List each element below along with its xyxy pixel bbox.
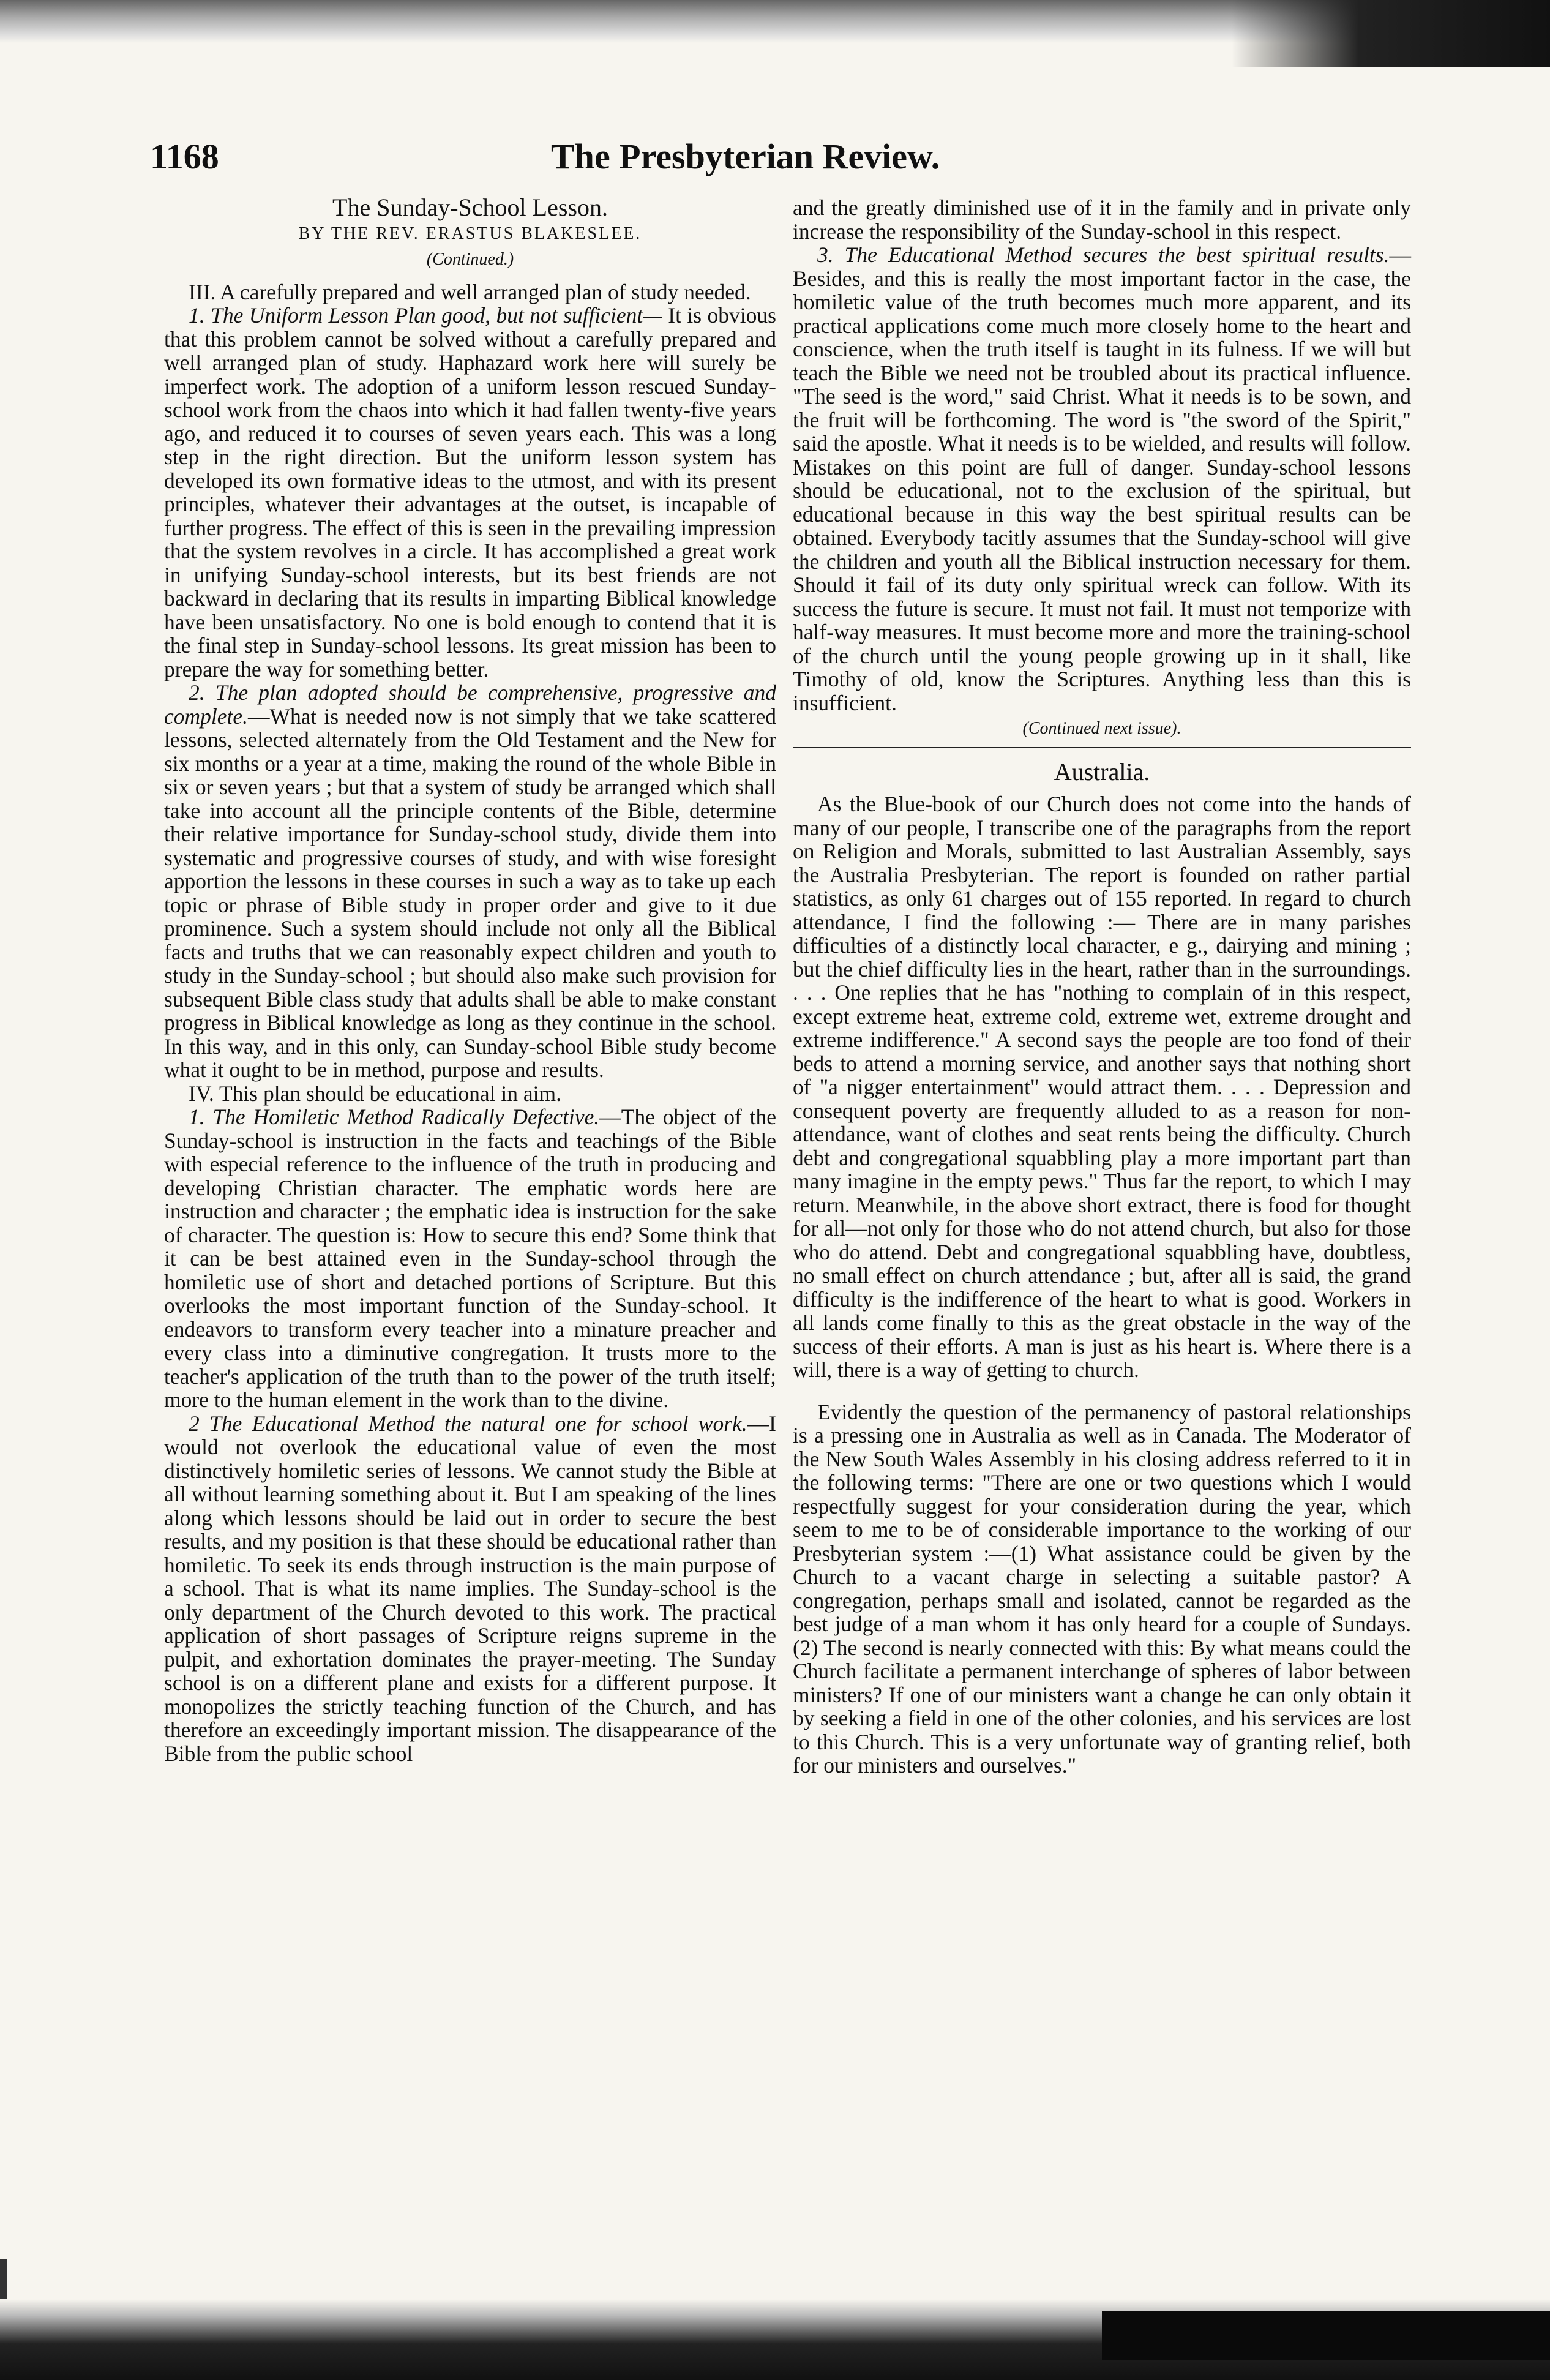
right-column bbox=[793, 196, 1411, 1777]
paragraph bbox=[164, 1412, 776, 1766]
continued-note: (Continued.) bbox=[426, 250, 514, 269]
paragraph: and the greatly diminished use of it in the family and in private only increase the responsibility of the Sunday-school in this respect. bbox=[793, 195, 1411, 244]
paragraph: As the Blue-book of our Church does not come into the hands of many of our people, I transcribe one of the paragraphs from the report on Religion and Morals, submitted to last Australian Assembly, says the Australia Presbyterian. The report is founded on rather partial statistics, as only 61 charges out of 155 reported. In regard to church attendance, I find the following :— There are in many parishes difficulties of a distinctly local character, e g., dairying and mining ; but the chief difficulty lies in the heart, rather than in the surroundings. . . . One replies that he has "nothing to complain of in this respect, except extreme heat, extreme cold, extreme wet, extreme drought and extreme indifference." A second says the people are too fond of their beds to attend a morning service, and another says that nothing short of "a nigger entertainment" would attract them. . . . Depression and consequent poverty are frequently alluded to as a reason for non-attendance, want of clothes and seat rents being the difficulty. Church debt and congregational squabbling play a more important part than many imagine in the empty pews." Thus far the report, to which I may return. Meanwhile, in the above short extract, there is food for thought for all—not only for those who do not attend church, but also for those who do attend. Debt and congregational squabbling have, doubtless, no small effect on church attendance ; but, after all is said, the grand difficulty is the indifference of the heart to what is good. Workers in all lands come finally to this as the great obstacle in the way of the success of their efforts. A man is just as his heart is. Where there is a will, there is a way of getting to church. bbox=[793, 792, 1411, 1382]
scan-top-edge bbox=[0, 0, 1550, 43]
paragraph bbox=[164, 1105, 776, 1412]
spacer bbox=[793, 1382, 1411, 1400]
paragraph: Evidently the question of the permanency of pastoral relationships is a pressing one in Australia as well as in Canada. The Moderator of the New South Wales Assembly in his closing address referred to it in the following terms: "There are one or two questions which I would respectfully suggest for your consideration during the year, which seem to me to be of considerable importance to the working of our Presbyterian system :—(1) What assistance could be given by the Church to a vacant charge in selecting a suitable pastor? A congregation, perhaps small and isolated, cannot be regarded as the best judge of a man whom it has only heard for a couple of Sundays. (2) The second is nearly connected with this: By what means could the Church facilitate a permanent interchange of spheres of labor between ministers? If one of our ministers want a change he can only obtain it by seeking a field in one of the other colonies, and his services are lost to this Church. This is a very unfortunate way of granting relief, both for our ministers and ourselves." bbox=[793, 1399, 1411, 1777]
paragraph bbox=[793, 243, 1411, 715]
paragraph: IV. This plan should be educational in aim. bbox=[189, 1081, 561, 1106]
page-number: 1168 bbox=[150, 137, 219, 176]
continued-next-note: (Continued next issue). bbox=[1022, 719, 1181, 738]
section-heading: 3. The Educational Method secures the best spiritual results. bbox=[817, 242, 1390, 267]
paragraph-text: —I would not overlook the educational value of even the most distinctively homiletic series of lessons. We cannot study the Bible at all without learning something about it. But I am speaking of the lines along which lessons should be laid out in order to secure the best results, and my position is that these should be educational rather than homiletic. To seek its ends through instruction is the main purpose of a school. That is what its name implies. The Sunday-school is the only department of the Church devoted to this work. The practical application of short passages of Scripture reigns supreme in the pulpit, and exhortation dominates the prayer-meeting. The Sunday school is on a different plane and exists for a different purpose. It monopolizes the strictly teaching function of the Church, and has therefore an exceedingly important mission. The disappearance of the Bible from the public school bbox=[164, 1411, 776, 1766]
section-heading: 2. The plan adopted should be comprehensive, progressive and complete. bbox=[164, 680, 776, 729]
section-heading: 2 The Educational Method the natural one for school work. bbox=[189, 1411, 747, 1436]
article-title: The Sunday-School Lesson. bbox=[332, 193, 608, 221]
left-column bbox=[164, 193, 777, 1766]
paragraph-text: —Besides, and this is really the most important factor in the case, the homiletic value of the truth becomes much more apparent, and its practical applications come much more closely home to the heart and conscience, when the truth itself is taught in its fulness. If we will but teach the Bible we need not be troubled about its practical influence. "The seed is the word," said Christ. What it needs is to be sown, and the fruit will be forthcoming. The word is "the sword of the Spirit," said the apostle. What it needs is to be wielded, and results will follow. Mistakes on this point are full of danger. Sunday-school lessons should be educational, not to the exclusion of the spiritual, but educational because in this way the best spiritual results can be obtained. Everybody tacitly assumes that the Sunday-school will give the children and youth all the Biblical instruction necessary for them. Should it fail of its duty only spiritual wreck can follow. With its success the future is secure. It must not fail. It must not temporize with half-way measures. It must become more and more the training-school of the church until the young people growing up in it shall, like Timothy of old, know the Scriptures. Anything less than this is insufficient. bbox=[793, 242, 1411, 715]
article-title: Australia. bbox=[1054, 757, 1150, 786]
paragraph-text: It is obvious that this problem cannot be solved without a carefully prepared and well arranged plan of study. Haphazard work here will surely be imperfect work. The adoption of a uniform lesson rescued Sunday-school work from the chaos into which it had fallen twenty-five years ago, and reduced it to courses of seven years each. This was a long step in the right direction. But the uniform lesson system has developed its own formative ideas to the utmost, and with its present principles, whatever their advantages at the outset, is incapable of further progress. The effect of this is seen in the prevailing impression that the system revolves in a circle. It has accomplished a great work in unifying Sunday-school interests, but its best friends are not backward in declaring that its results in imparting Biblical knowledge have been unsatisfactory. No one is bold enough to contend that it is the final step in Sunday-school lessons. Its great mission has been to prepare the way for something better. bbox=[164, 303, 776, 681]
paragraph-text: —The object of the Sunday-school is instruction in the facts and teachings of the Bible with especial reference to the influence of the truth in producing and developing Christian character. The emphatic words here are instruction and character ; the emphatic idea is instruction for the sake of character. The question is: How to secure this end? Some think that it can be best attained even in the Sunday-school through the homiletic use of short and detached portions of Scripture. But this overlooks the most important function of the Sunday-school. It endeavors to transform every teacher into a minature preacher and every class into a diminutive congregation. It trusts more to the teacher's application of the truth than to the power of the truth itself; more to the human element in the work than to the divine. bbox=[164, 1105, 777, 1412]
paragraph bbox=[164, 304, 776, 681]
paragraph-text: —What is needed now is not simply that we take scattered lessons, selected alternately from the Old Testament and the New for six months or a year at a time, making the round of the whole Bible in six or seven years ; but that a system of study be arranged which shall take into account all the principle contents of the Bible, determine their relative importance for Sunday-school study, divide them into systematic and progressive courses of study, and with wise foresight apportion the lessons in these courses in such a way as to take up each topic or phrase of Bible study in proper order and give to it due prominence. Such a system should include not only all the Biblical facts and truths that we can reasonably expect children and youth to study in the Sunday-school ; but should also make such provision for subsequent Bible class study that adults shall be able to make constant progress in Biblical knowledge as long as they continue in the school. In this way, and in this only, can Sunday-school Bible study become what it ought to be in method, purpose and results. bbox=[164, 704, 776, 1082]
article-byline: BY THE REV. ERASTUS BLAKESLEE. bbox=[298, 223, 642, 243]
section-heading: 1. The Homiletic Method Radically Defective. bbox=[189, 1105, 600, 1129]
section-heading: 1. The Uniform Lesson Plan good, but not sufficient— bbox=[189, 303, 662, 328]
paragraph: III. A carefully prepared and well arranged plan of study needed. bbox=[189, 279, 751, 304]
scan-bottom-edge bbox=[0, 2299, 1550, 2380]
divider bbox=[793, 747, 1411, 748]
scan-dark-corner bbox=[1232, 0, 1550, 67]
scan-dark-streak bbox=[1102, 2311, 1550, 2360]
running-title: The Presbyterian Review. bbox=[551, 137, 940, 176]
paragraph bbox=[164, 681, 776, 1082]
